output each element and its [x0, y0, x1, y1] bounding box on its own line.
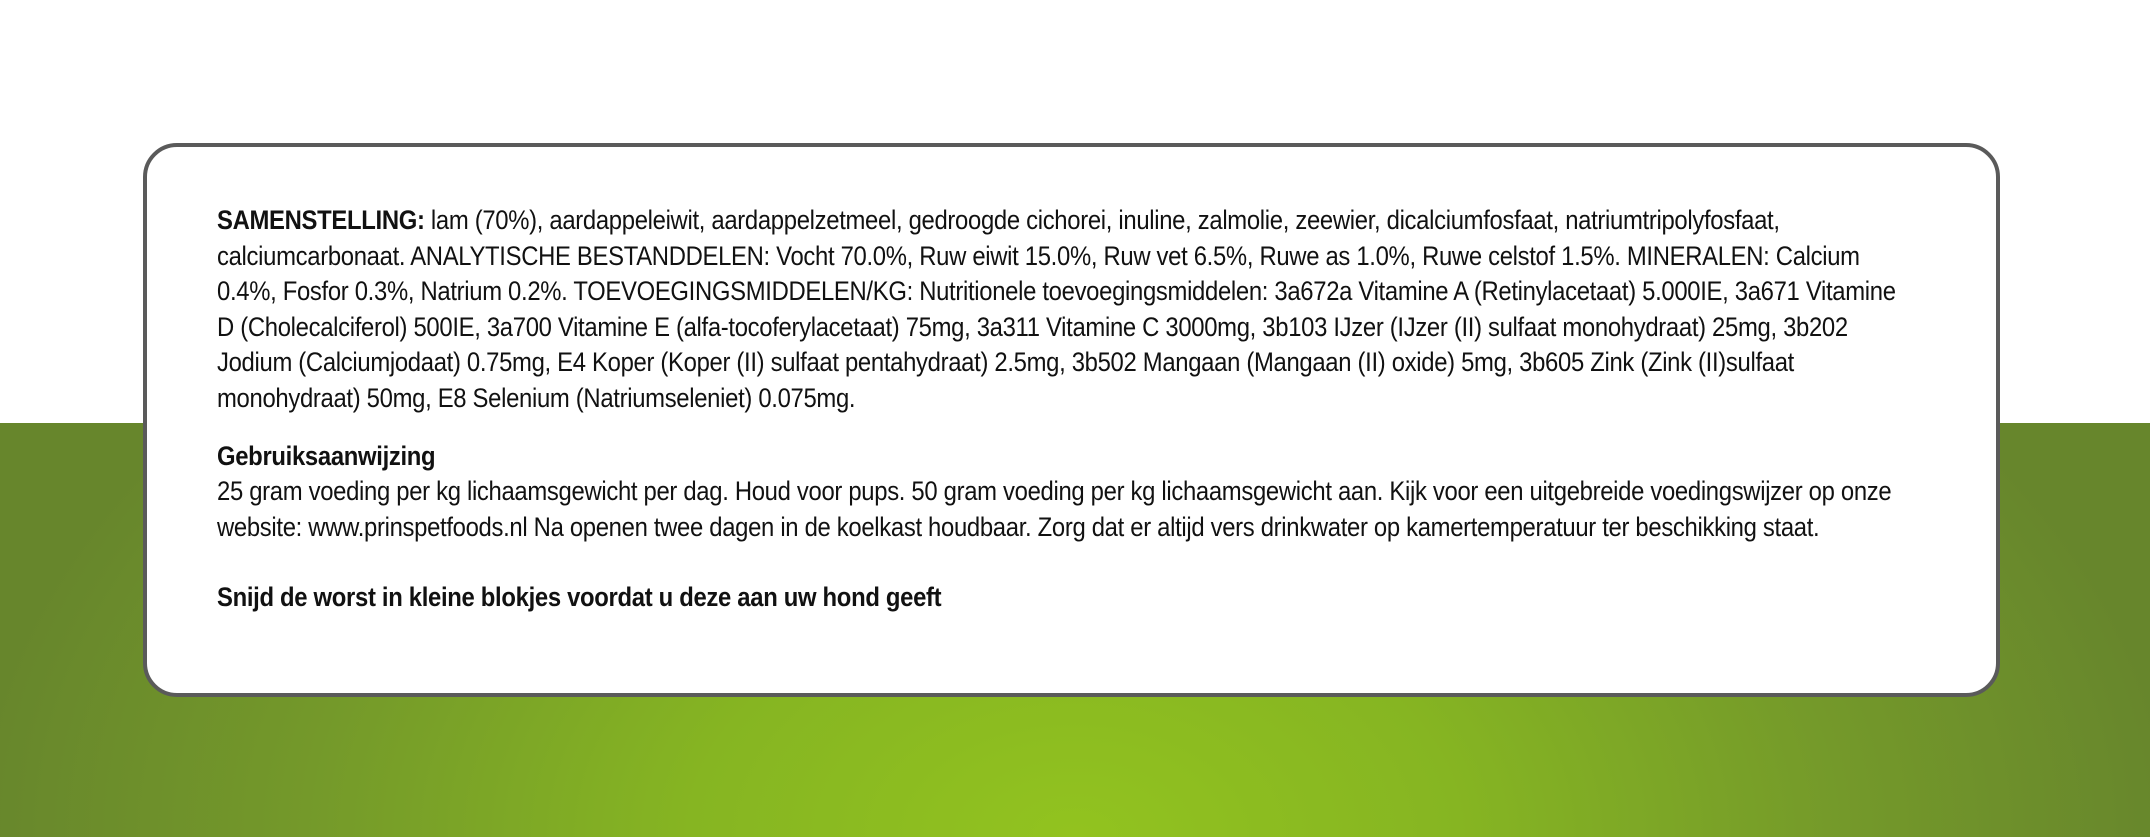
- cutting-instruction: Snijd de worst in kleine blokjes voordat u deze aan uw hond geeft: [217, 582, 942, 613]
- composition-heading: SAMENSTELLING:: [217, 205, 425, 235]
- product-label-card: [143, 143, 2000, 697]
- usage-text: 25 gram voeding per kg lichaamsgewicht per dag. Houd voor pups. 50 gram voeding per kg lichaamsgewicht aan. Kijk voor een uitgebreide voedingswijzer op onze website: www.prinspetfoods.nl Na openen twee dagen in de koelkast houdbaar. Zorg dat er altijd vers drinkwater op kamertemperatuur ter beschikking staat.: [217, 476, 1892, 542]
- composition-text: lam (70%), aardappeleiwit, aardappelzetmeel, gedroogde cichorei, inuline, zalmolie, zeewier, dicalciumfosfaat, natriumtripolyfosfaat, calciumcarbonaat. ANALYTISCHE BESTANDDELEN: Vocht 70.0%, Ruw eiwit 15.0%, Ruw vet 6.5%, Ruwe as 1.0%, Ruwe celstof 1.5%. MINERALEN: Calcium 0.4%, Fosfor 0.3%, Natrium 0.2%. TOEVOEGINGSMIDDELEN/KG: Nutritionele toevoegingsmiddelen: 3a672a Vitamine A (Retinylacetaat) 5.000IE, 3a671 Vitamine D (Cholecalciferol) 500IE, 3a700 Vitamine E (alfa-tocoferylacetaat) 75mg, 3a311 Vitamine C 3000mg, 3b103 IJzer (IJzer (II) sulfaat monohydraat) 25mg, 3b202 Jodium (Calciumjodaat) 0.75mg, E4 Koper (Koper (II) sulfaat pentahydraat) 2.5mg, 3b502 Mangaan (Mangaan (II) oxide) 5mg, 3b605 Zink (Zink (II)sulfaat monohydraat) 50mg, E8 Selenium (Natriumseleniet) 0.075mg.: [217, 205, 1896, 413]
- composition-paragraph: [217, 203, 1918, 417]
- usage-heading: Gebruiksaanwijzing: [217, 440, 436, 471]
- usage-paragraph: [217, 439, 1918, 546]
